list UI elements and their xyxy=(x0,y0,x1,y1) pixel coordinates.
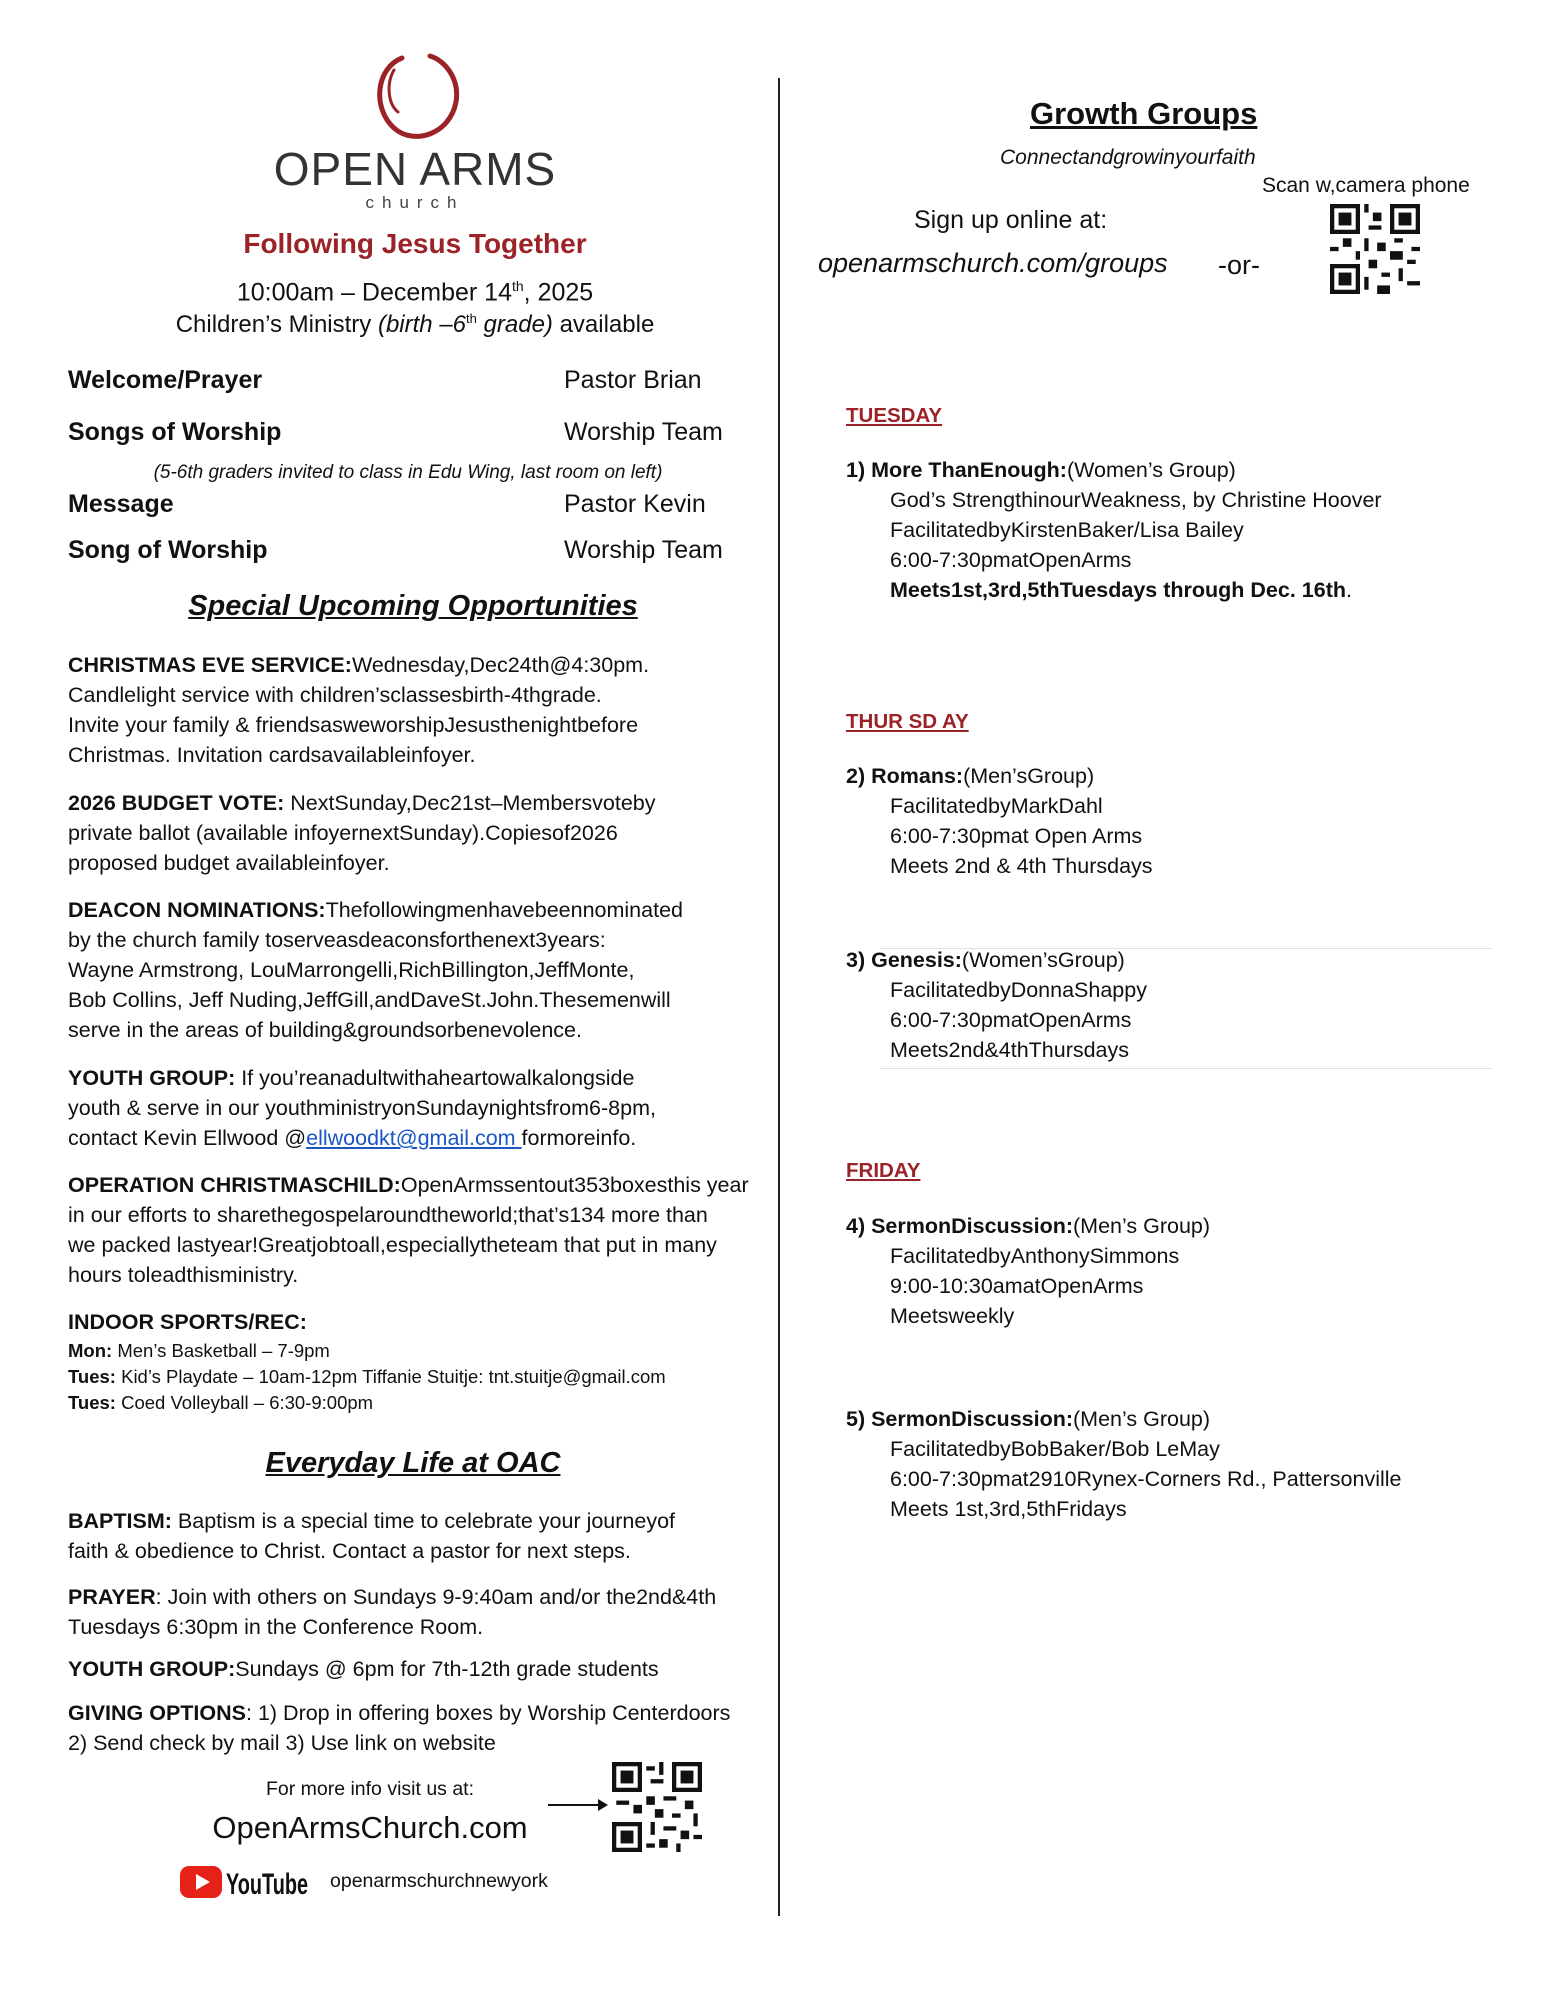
order-leader: Worship Team xyxy=(564,536,723,564)
growth-group-2: 2) Romans:(Men’sGroup) FacilitatedbyMarkDahl 6:00-7:30pmat Open Arms Meets 2nd & 4th Thursdays xyxy=(846,764,1153,878)
order-label: Message xyxy=(68,490,174,518)
order-label: Songs of Worship xyxy=(68,418,282,446)
section-rule xyxy=(880,1068,1492,1069)
groups-qr-code[interactable] xyxy=(1330,204,1420,294)
growth-group-4: 4) SermonDiscussion:(Men’s Group) FacilitatedbyAnthonySimmons 9:00-10:30amatOpenArms Meetsweekly xyxy=(846,1214,1211,1328)
order-leader: Pastor Kevin xyxy=(564,490,706,518)
childrens-ministry-line: Children’s Ministry (birth –6th grade) available xyxy=(175,311,655,338)
groups-signup-link[interactable]: openarmschurch.com/groups xyxy=(818,248,1168,278)
growth-groups-heading: Growth Groups xyxy=(1030,96,1258,131)
or-separator: -or- xyxy=(1218,250,1260,280)
operation-christmas-child-announcement: OPERATION CHRISTMASCHILD:OpenArmssentout353boxesthis year in our efforts to sharethegospelaroundtheworld;that’s134 more than we packed lastyear!Greatjobtoall,especiallytheteam that put in many hours toleadthisministry. xyxy=(68,1173,749,1287)
growth-group-1: 1) More ThanEnough:(Women’s Group) God’s StrengthinourWeakness, by Christine Hoover FacilitatedbyKirstenBaker/Lisa Bailey 6:00-7:30pmatOpenArms Meets1st,3rd,5thTuesdays through Dec. 16th. xyxy=(846,458,1382,602)
website-link[interactable]: OpenArmsChurch.com xyxy=(212,1810,528,1845)
scan-instruction: Scan w,camera phone xyxy=(1262,174,1470,197)
order-leader: Worship Team xyxy=(564,418,723,446)
growth-groups-subtitle: Connectandgrowinyourfaith xyxy=(1000,146,1256,169)
signup-label: Sign up online at: xyxy=(914,206,1108,234)
budget-vote-announcement: 2026 BUDGET VOTE: NextSunday,Dec21st–Membersvoteby private ballot (available infoyernextSunday).Copiesof2026 proposed budget availableinfoyer. xyxy=(68,791,656,875)
christmas-eve-announcement: CHRISTMAS EVE SERVICE:Wednesday,Dec24th@4:30pm. Candlelight service with children’sclassesbirth-4thgrade. Invite your family & friendsasweworshipJesusthenightbefore Christmas. Invitation cardsavailableinfoyer. xyxy=(68,653,650,767)
logo-name: OPEN ARMS xyxy=(273,143,557,195)
youtube-logo[interactable] xyxy=(180,1860,310,1908)
indoor-sports-schedule: Mon: Men’s Basketball – 7-9pm Tues: Kid’s Playdate – 10am-12pm Tiffanie Stuitje: tnt.stuitje@gmail.com Tues: Coed Volleyball – 6:30-9:00pm xyxy=(68,1340,666,1413)
indoor-sports-heading: INDOOR SPORTS/REC: xyxy=(68,1310,307,1334)
day-heading-tuesday: TUESDAY xyxy=(846,404,943,427)
tagline: Following Jesus Together xyxy=(243,228,587,259)
everyday-life-heading: Everyday Life at OAC xyxy=(265,1447,561,1479)
order-row xyxy=(68,536,768,570)
deacon-nominations-announcement: DEACON NOMINATIONS:Thefollowingmenhavebeennominated by the church family toserveasdeaconsforthenext3years: Wayne Armstrong, LouMarrongelli,RichBillington,JeffMonte, Bob Collins, Jeff Nuding,JeffGill,andDaveSt.John.Thesemenwill serve in the areas of building&groundsorbenevolence. xyxy=(68,898,683,1042)
growth-group-5: 5) SermonDiscussion:(Men’s Group) FacilitatedbyBobBaker/Bob LeMay 6:00-7:30pmat2910Rynex-Corners Rd., Pattersonville Meets 1st,3rd,5thFridays xyxy=(846,1407,1402,1521)
youtube-wordmark: YouTube xyxy=(226,1868,308,1901)
order-label: Song of Worship xyxy=(68,536,268,564)
order-leader: Pastor Brian xyxy=(564,366,702,394)
arrow-right-icon xyxy=(548,1798,608,1812)
special-opportunities-heading: Special Upcoming Opportunities xyxy=(188,590,638,622)
prayer-info: PRAYER: Join with others on Sundays 9-9:40am and/or the2nd&4th Tuesdays 6:30pm in the Conference Room. xyxy=(68,1585,717,1639)
logo-subtitle: church xyxy=(365,193,465,212)
service-time: 10:00am – December 14th, 2025 xyxy=(236,278,594,307)
order-row xyxy=(68,418,768,452)
order-row xyxy=(68,490,768,524)
church-logo-mark xyxy=(364,50,464,150)
youth-email-link[interactable]: ellwoodkt@gmail.com xyxy=(306,1126,522,1150)
order-note: (5-6th graders invited to class in Edu Wing, last room on left) xyxy=(153,462,663,483)
website-qr-code[interactable] xyxy=(612,1762,702,1852)
giving-options-info: GIVING OPTIONS: 1) Drop in offering boxes by Worship Centerdoors 2) Send check by mail 3) Use link on website xyxy=(68,1701,731,1755)
growth-group-3: 3) Genesis:(Women’sGroup) FacilitatedbyDonnaShappy 6:00-7:30pmatOpenArms Meets2nd&4thThursdays xyxy=(846,948,1147,1062)
day-heading-friday: FRIDAY xyxy=(846,1159,921,1182)
more-info-label: For more info visit us at: xyxy=(265,1778,475,1800)
baptism-info: BAPTISM: Baptism is a special time to celebrate your journeyof faith & obedience to Christ. Contact a pastor for next steps. xyxy=(68,1509,676,1563)
youth-group-announcement: YOUTH GROUP: If you’reanadultwithaheartowalkalongside youth & serve in our youthministryonSundaynightsfrom6-8pm, contact Kevin Ellwood @ellwoodkt@gmail.com formoreinfo. xyxy=(68,1066,656,1150)
order-row xyxy=(68,366,768,400)
youtube-handle[interactable]: openarmschurchnewyork xyxy=(330,1870,548,1892)
order-label: Welcome/Prayer xyxy=(68,366,263,394)
youth-group-info: YOUTH GROUP:Sundays @ 6pm for 7th-12th grade students xyxy=(68,1657,659,1681)
day-heading-thursday: THUR SD AY xyxy=(846,710,969,733)
